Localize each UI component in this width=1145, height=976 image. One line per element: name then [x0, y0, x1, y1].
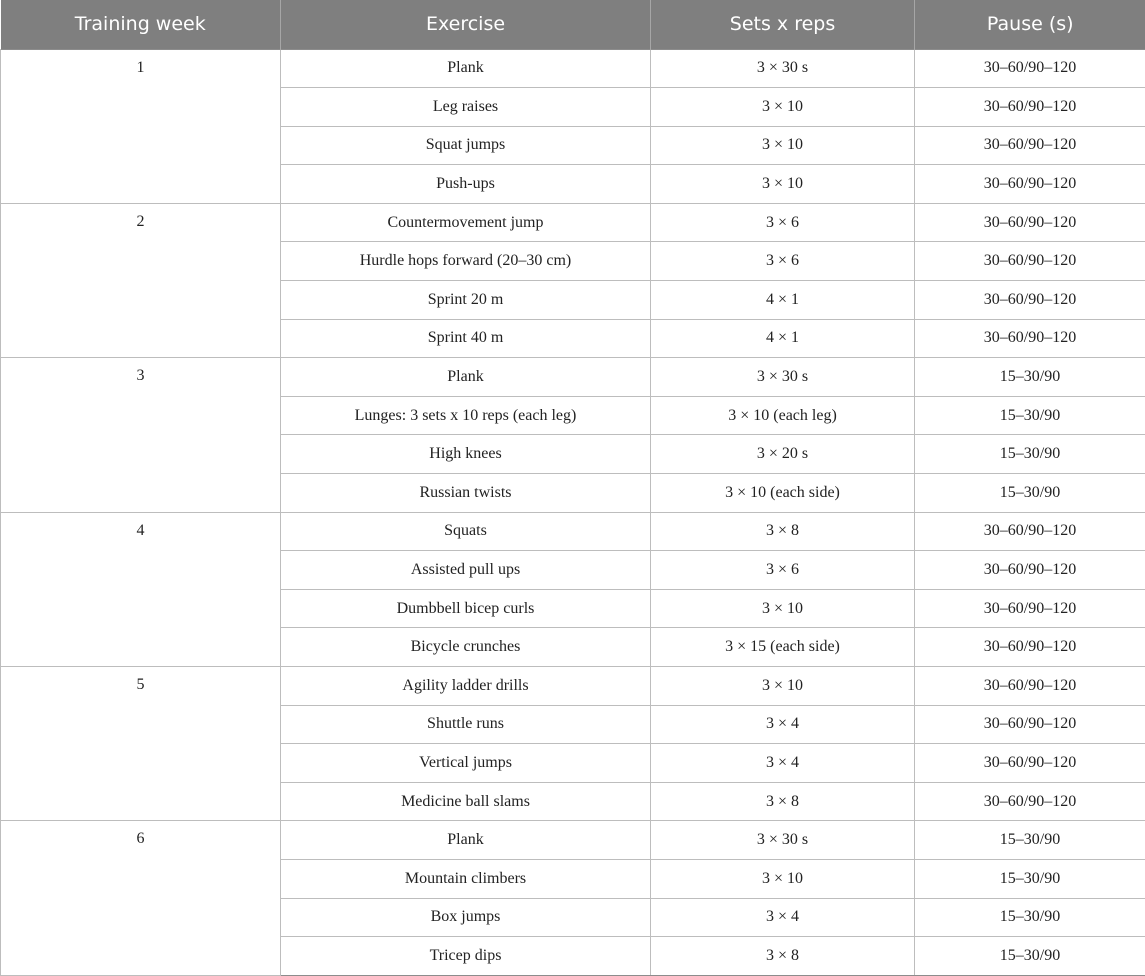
- sets-reps-cell: 3 × 30 s: [651, 821, 915, 860]
- pause-cell: 15–30/90: [915, 859, 1145, 898]
- table-row: [1, 49, 1145, 88]
- table-row: [1, 821, 1145, 860]
- exercise-cell: Squats: [281, 512, 651, 551]
- sets-reps-cell: 3 × 4: [651, 898, 915, 937]
- pause-cell: 30–60/90–120: [915, 49, 1145, 88]
- table-body: [1, 49, 1145, 975]
- pause-cell: 30–60/90–120: [915, 589, 1145, 628]
- exercise-cell: Vertical jumps: [281, 744, 651, 783]
- exercise-cell: Plank: [281, 49, 651, 88]
- pause-cell: 30–60/90–120: [915, 667, 1145, 706]
- exercise-cell: Push-ups: [281, 165, 651, 204]
- exercise-cell: Plank: [281, 821, 651, 860]
- table-row: [1, 203, 1145, 242]
- exercise-cell: Mountain climbers: [281, 859, 651, 898]
- sets-reps-cell: 3 × 4: [651, 744, 915, 783]
- week-number-cell: 1: [1, 49, 281, 203]
- pause-cell: 15–30/90: [915, 821, 1145, 860]
- pause-cell: 30–60/90–120: [915, 165, 1145, 204]
- sets-reps-cell: 3 × 10: [651, 88, 915, 127]
- exercise-cell: Agility ladder drills: [281, 667, 651, 706]
- exercise-cell: Assisted pull ups: [281, 551, 651, 590]
- exercise-cell: Sprint 20 m: [281, 281, 651, 320]
- pause-cell: 15–30/90: [915, 435, 1145, 474]
- pause-cell: 30–60/90–120: [915, 782, 1145, 821]
- pause-cell: 30–60/90–120: [915, 744, 1145, 783]
- table-row: [1, 667, 1145, 706]
- pause-cell: 30–60/90–120: [915, 512, 1145, 551]
- pause-cell: 30–60/90–120: [915, 242, 1145, 281]
- header-pause: Pause (s): [915, 0, 1145, 49]
- exercise-cell: Dumbbell bicep curls: [281, 589, 651, 628]
- sets-reps-cell: 3 × 30 s: [651, 358, 915, 397]
- exercise-cell: Lunges: 3 sets x 10 reps (each leg): [281, 396, 651, 435]
- table-row: [1, 358, 1145, 397]
- pause-cell: 30–60/90–120: [915, 281, 1145, 320]
- exercise-cell: Box jumps: [281, 898, 651, 937]
- exercise-cell: Countermovement jump: [281, 203, 651, 242]
- sets-reps-cell: 3 × 6: [651, 203, 915, 242]
- exercise-cell: Tricep dips: [281, 937, 651, 976]
- sets-reps-cell: 3 × 4: [651, 705, 915, 744]
- pause-cell: 30–60/90–120: [915, 628, 1145, 667]
- week-number-cell: 5: [1, 667, 281, 821]
- sets-reps-cell: 3 × 8: [651, 512, 915, 551]
- sets-reps-cell: 3 × 6: [651, 551, 915, 590]
- pause-cell: 15–30/90: [915, 474, 1145, 513]
- sets-reps-cell: 3 × 20 s: [651, 435, 915, 474]
- week-number-cell: 2: [1, 203, 281, 357]
- exercise-cell: High knees: [281, 435, 651, 474]
- sets-reps-cell: 4 × 1: [651, 319, 915, 358]
- sets-reps-cell: 3 × 10: [651, 126, 915, 165]
- sets-reps-cell: 3 × 10: [651, 589, 915, 628]
- exercise-cell: Russian twists: [281, 474, 651, 513]
- header-sets-reps: Sets x reps: [651, 0, 915, 49]
- week-number-cell: 4: [1, 512, 281, 666]
- sets-reps-cell: 3 × 8: [651, 937, 915, 976]
- sets-reps-cell: 3 × 15 (each side): [651, 628, 915, 667]
- pause-cell: 15–30/90: [915, 396, 1145, 435]
- exercise-cell: Medicine ball slams: [281, 782, 651, 821]
- pause-cell: 30–60/90–120: [915, 126, 1145, 165]
- sets-reps-cell: 3 × 10 (each side): [651, 474, 915, 513]
- pause-cell: 30–60/90–120: [915, 88, 1145, 127]
- sets-reps-cell: 3 × 10: [651, 165, 915, 204]
- exercise-cell: Leg raises: [281, 88, 651, 127]
- pause-cell: 30–60/90–120: [915, 705, 1145, 744]
- sets-reps-cell: 3 × 8: [651, 782, 915, 821]
- sets-reps-cell: 3 × 30 s: [651, 49, 915, 88]
- sets-reps-cell: 3 × 10 (each leg): [651, 396, 915, 435]
- exercise-cell: Bicycle crunches: [281, 628, 651, 667]
- week-number-cell: 3: [1, 358, 281, 512]
- pause-cell: 30–60/90–120: [915, 551, 1145, 590]
- week-number-cell: 6: [1, 821, 281, 975]
- exercise-cell: Shuttle runs: [281, 705, 651, 744]
- table-header: [1, 0, 1145, 49]
- header-exercise: Exercise: [281, 0, 651, 49]
- pause-cell: 30–60/90–120: [915, 319, 1145, 358]
- exercise-cell: Squat jumps: [281, 126, 651, 165]
- pause-cell: 15–30/90: [915, 937, 1145, 976]
- exercise-cell: Plank: [281, 358, 651, 397]
- header-row: [1, 0, 1145, 49]
- pause-cell: 15–30/90: [915, 358, 1145, 397]
- sets-reps-cell: 3 × 10: [651, 859, 915, 898]
- exercise-cell: Hurdle hops forward (20–30 cm): [281, 242, 651, 281]
- sets-reps-cell: 3 × 6: [651, 242, 915, 281]
- table-row: [1, 512, 1145, 551]
- header-training-week: Training week: [1, 0, 281, 49]
- pause-cell: 30–60/90–120: [915, 203, 1145, 242]
- exercise-cell: Sprint 40 m: [281, 319, 651, 358]
- sets-reps-cell: 3 × 10: [651, 667, 915, 706]
- sets-reps-cell: 4 × 1: [651, 281, 915, 320]
- pause-cell: 15–30/90: [915, 898, 1145, 937]
